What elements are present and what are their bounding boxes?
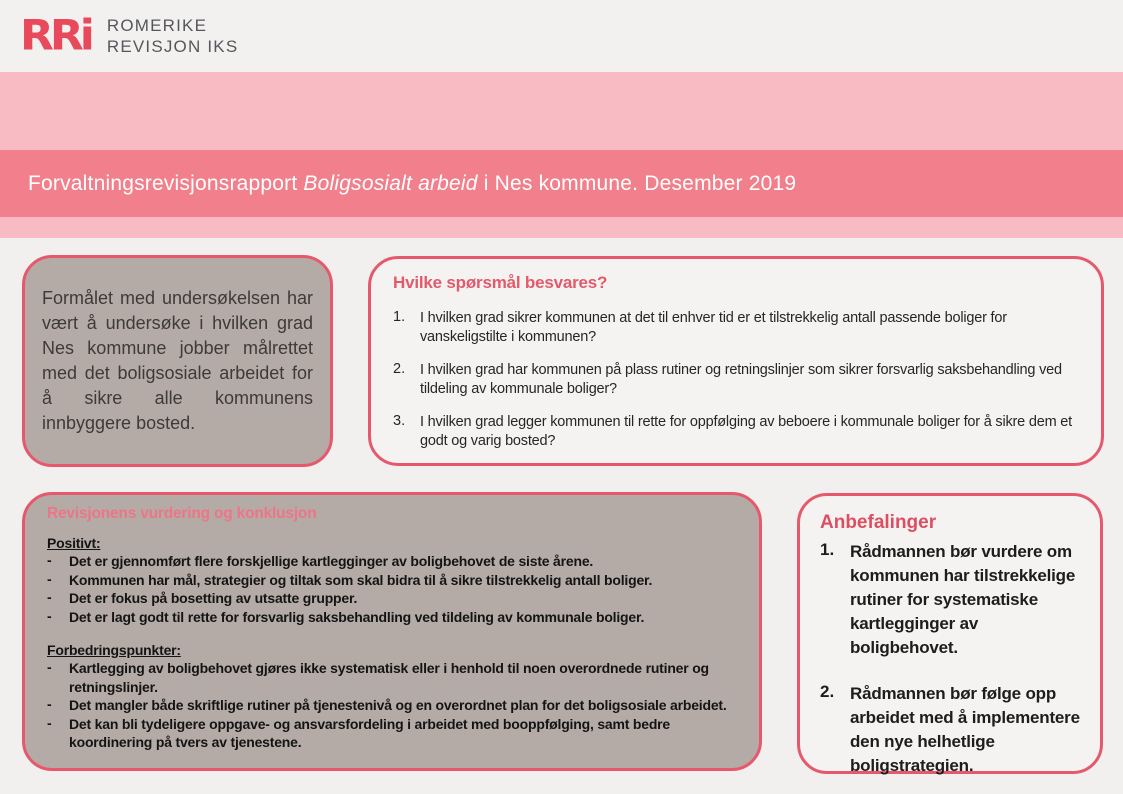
- rri-logo-icon: RRi: [20, 11, 91, 60]
- recommendation-number: 2.: [820, 682, 835, 701]
- list-item-text: Kommunen har mål, strategier og tiltak som skal bidra til å sikre tilstrekkelig antall boliger.: [69, 571, 653, 588]
- rri-logo: [20, 11, 239, 60]
- recommendation-number: 1.: [820, 540, 835, 559]
- question-item: [393, 309, 1079, 347]
- title-part3: i Nes kommune. Desember 2019: [477, 171, 797, 195]
- question-number: 2.: [393, 361, 406, 377]
- dash-marker: -: [47, 696, 52, 712]
- question-item: [393, 361, 1079, 399]
- dash-marker: -: [47, 589, 52, 605]
- logo-line-revisjon-iks: REVISJON IKS: [106, 37, 239, 56]
- recommendations-box: [797, 493, 1103, 774]
- list-item: [47, 608, 737, 627]
- questions-heading: Hvilke spørsmål besvares?: [393, 273, 608, 292]
- title-italic-part: Boligsosialt arbeid: [303, 171, 478, 195]
- question-number: 1.: [393, 309, 406, 325]
- improvement-list: [47, 659, 737, 752]
- list-item-text: Det kan bli tydeligere oppgave- og ansvarsfordeling i arbeidet med booppfølging, samt bedre koordinering på tvers av tjenestene.: [69, 715, 671, 750]
- purpose-text: Formålet med undersøkelsen har vært å undersøke i hvilken grad Nes kommune jobber målrettet med det boligsosiale arbeidet for å sikre alle kommunens innbyggere bosted.: [42, 288, 313, 433]
- positive-label: Positivt:: [47, 535, 101, 551]
- question-item: [393, 413, 1079, 451]
- questions-box: [368, 256, 1104, 466]
- list-item-text: Det mangler både skriftlige rutiner på tjenestenivå og en overordnet plan for det boligsosiale arbeidet.: [69, 697, 727, 713]
- question-number: 3.: [393, 413, 406, 429]
- list-item: [47, 552, 737, 571]
- recommendation-text: Rådmannen bør vurdere om kommunen har tilstrekkelige rutiner for systematiske kartlegginger av boligbehovet.: [850, 542, 1076, 657]
- assessment-heading: Revisjonens vurdering og konklusjon: [47, 505, 317, 522]
- dash-marker: -: [47, 714, 52, 731]
- dash-marker: -: [47, 607, 52, 624]
- banner-band-top: [0, 72, 1123, 150]
- header: [0, 0, 1123, 72]
- recommendation-text: Rådmannen bør følge opp arbeidet med å implementere den nye helhetlige boligstrategien.: [850, 684, 1080, 775]
- recommendations-heading: Anbefalinger: [820, 512, 937, 533]
- list-item: [47, 715, 737, 752]
- question-text: I hvilken grad har kommunen på plass rutiner og retningslinjer som sikrer forsvarlig saksbehandling ved tildeling av kommunale boliger?: [420, 362, 1062, 397]
- improvement-label: Forbedringspunkter:: [47, 642, 181, 658]
- dash-marker: -: [47, 570, 52, 587]
- assessment-box: [22, 492, 762, 771]
- positive-list: [47, 552, 737, 626]
- list-item: [47, 589, 737, 608]
- list-item-text: Kartlegging av boligbehovet gjøres ikke systematisk eller i henhold til noen overordnede rutiner og retningslinjer.: [69, 660, 709, 695]
- list-item-text: Det er fokus på bosetting av utsatte grupper.: [69, 590, 358, 606]
- logo-line-romerike: ROMERIKE: [106, 16, 208, 35]
- list-item: [47, 696, 737, 715]
- list-item-text: Det er gjennomført flere forskjellige kartlegginger av boligbehovet de siste årene.: [69, 553, 594, 569]
- question-text: I hvilken grad sikrer kommunen at det til enhver tid er et tilstrekkelig antall passende boliger for vanskeligstilte i kommunen?: [420, 310, 1007, 345]
- purpose-box: [22, 255, 333, 467]
- recommendation-item: [820, 540, 1082, 660]
- dash-marker: -: [47, 659, 52, 675]
- list-item: [47, 659, 737, 696]
- list-item: [47, 571, 737, 590]
- logo-wordmark: [107, 15, 239, 57]
- title-bar: [0, 150, 1123, 217]
- main-content: [0, 238, 1123, 794]
- dash-marker: -: [47, 552, 52, 568]
- banner-band-bottom: [0, 217, 1123, 238]
- report-title: [28, 172, 796, 196]
- list-item-text: Det er lagt godt til rette for forsvarlig saksbehandling ved tildeling av kommunale boliger.: [69, 608, 645, 625]
- recommendation-item: [820, 682, 1082, 778]
- title-part1: Forvaltningsrevisjonsrapport: [28, 171, 304, 195]
- question-text: I hvilken grad legger kommunen til rette for oppfølging av beboere i kommunale boliger for å sikre dem et godt og varig bosted?: [420, 414, 1072, 449]
